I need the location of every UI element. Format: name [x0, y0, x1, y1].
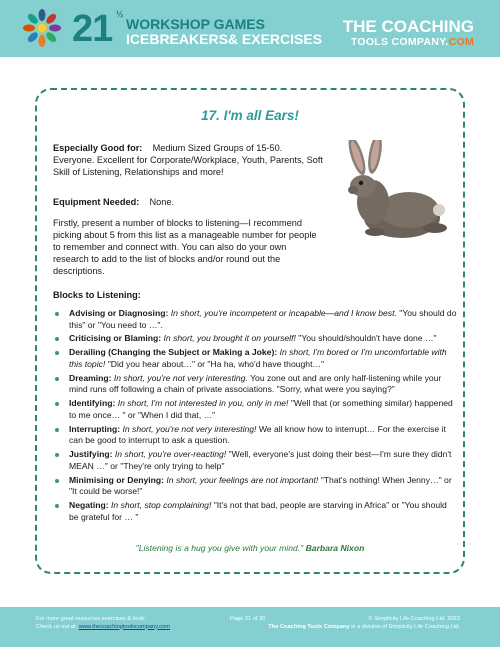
- header-half: ½: [116, 9, 124, 19]
- block-example: "Well that (or something similar) happened to me once… " or "When I did that, …": [69, 398, 453, 420]
- equipment-label: Equipment Needed:: [53, 197, 140, 207]
- block-example: "Well, everyone's just doing their best—I'm sure they didn't MEAN …" or "They're only trying to help": [69, 449, 452, 471]
- block-name: Identifying:: [69, 398, 116, 409]
- footer-division: The Coaching Tools Company is a division of Simplicity Life Coaching Ltd.: [268, 623, 460, 630]
- blocks-heading: Blocks to Listening:: [53, 290, 141, 300]
- block-example: "Did you hear about…" or "Ha ha, who'd have thought…": [107, 358, 325, 369]
- footer-page-number: Page 21 of 30: [230, 616, 266, 622]
- block-name: Dreaming:: [69, 372, 112, 383]
- block-example: "It's not that bad, people are starving in Africa" or "You should be grateful for … ": [69, 500, 447, 522]
- hare-image: [327, 140, 452, 240]
- block-summary: In short, you're not very interesting.: [113, 372, 248, 383]
- good-for-paragraph: [53, 142, 323, 178]
- block-item: [53, 308, 458, 331]
- quote-author: Barbara Nixon: [305, 543, 365, 553]
- block-item: [53, 500, 458, 523]
- page-footer: [0, 607, 500, 647]
- bullet-icon: [55, 453, 59, 457]
- good-for-text: Medium Sized Groups of 15-50. Everyone. Excellent for Corporate/Workplace, Youth, Parents, Soft Skill of Listening, Relationships and more!: [53, 143, 323, 177]
- block-example: "That's nothing! When Jenny…" or "It could be worse!": [69, 474, 452, 497]
- footer-copyright: © Simplicity Life Coaching Ltd. 2023: [368, 616, 460, 622]
- block-item: [53, 449, 458, 472]
- block-item: [53, 347, 458, 370]
- equipment-paragraph: [53, 196, 323, 208]
- block-name: Advising or Diagnosing:: [69, 308, 169, 318]
- footer-right: [268, 616, 460, 631]
- exercise-title: 17. I'm all Ears!: [201, 108, 299, 123]
- intro-paragraph: Firstly, present a number of blocks to listening—I recommend picking about 5 from this list as a manageable number for people to remember and connect with. You can also do your own research to add to the list of blocks and/or round out the descriptions.: [53, 218, 317, 276]
- flower-logo-icon: [22, 8, 62, 48]
- quote-text: "Listening is a hug you give with your mind.": [135, 543, 304, 553]
- equipment-text: None.: [149, 197, 175, 207]
- block-summary: In short, you're incompetent or incapable—and I know best.: [170, 308, 397, 318]
- header-number: 21: [72, 8, 113, 50]
- block-example: You zone out and are only half-listening while your mind runs off following a chain of private associations. "Sorry, what were you saying?": [69, 372, 442, 395]
- brand-line1: THE COACHING: [342, 17, 474, 36]
- block-name: Interrupting:: [69, 423, 121, 434]
- block-name: Criticising or Blaming:: [69, 333, 162, 344]
- footer-left-line2: Check us out at: www.thecoachingtoolscompany.com: [36, 623, 170, 630]
- bullet-icon: [55, 504, 59, 508]
- bullet-icon: [55, 377, 59, 381]
- footer-website-link[interactable]: www.thecoachingtoolscompany.com: [78, 623, 170, 630]
- good-for-label: Especially Good for:: [53, 143, 143, 153]
- block-summary: In short, stop complaining!: [111, 500, 212, 511]
- block-summary: In short, you're not very interesting!: [122, 423, 257, 434]
- bullet-icon: [55, 312, 59, 316]
- block-summary: In short, you're over-reacting!: [114, 449, 227, 460]
- footer-left: [36, 616, 170, 631]
- brand-dotcom: COM: [448, 36, 474, 48]
- block-example: "You should do this" or "You need to …".: [69, 308, 457, 330]
- block-example: "You should/shouldn't have done …": [298, 333, 437, 344]
- block-example: We all know how to interrupt… For the exercise it can be good to interrupt to ask a question.: [69, 423, 446, 446]
- block-summary: In short, you brought it on yourself!: [163, 333, 296, 344]
- bullet-icon: [55, 402, 59, 406]
- block-item: [53, 475, 458, 498]
- bullet-icon: [55, 337, 59, 341]
- block-item: [53, 398, 458, 421]
- block-summary: In short, your feelings are not important!: [166, 474, 319, 485]
- bullet-icon: [55, 479, 59, 483]
- bullet-icon: [55, 351, 59, 355]
- quote: [0, 543, 500, 553]
- page-header: [0, 0, 500, 57]
- block-name: Derailing (Changing the Subject or Making a Joke):: [69, 347, 278, 358]
- bullet-icon: [55, 428, 59, 432]
- block-name: Minimising or Denying:: [69, 474, 165, 485]
- block-name: Negating:: [69, 500, 109, 511]
- block-summary: In short, I'm not interested in you, only in me!: [117, 398, 289, 409]
- blocks-list: [53, 308, 458, 526]
- block-item: [53, 373, 458, 396]
- block-item: [53, 333, 458, 345]
- brand-line2: TOOLS COMPANY.COM: [350, 36, 474, 48]
- header-title-line1: WORKSHOP GAMES: [126, 16, 265, 32]
- header-title-line2: ICEBREAKERS& EXERCISES: [126, 31, 323, 47]
- footer-left-line1: For more great resources exercises & tools: [36, 616, 145, 622]
- block-item: [53, 424, 458, 447]
- block-name: Justifying:: [69, 449, 113, 460]
- block-summary: In short, I'm bored or I'm uncomfortable with this topic!: [69, 347, 447, 369]
